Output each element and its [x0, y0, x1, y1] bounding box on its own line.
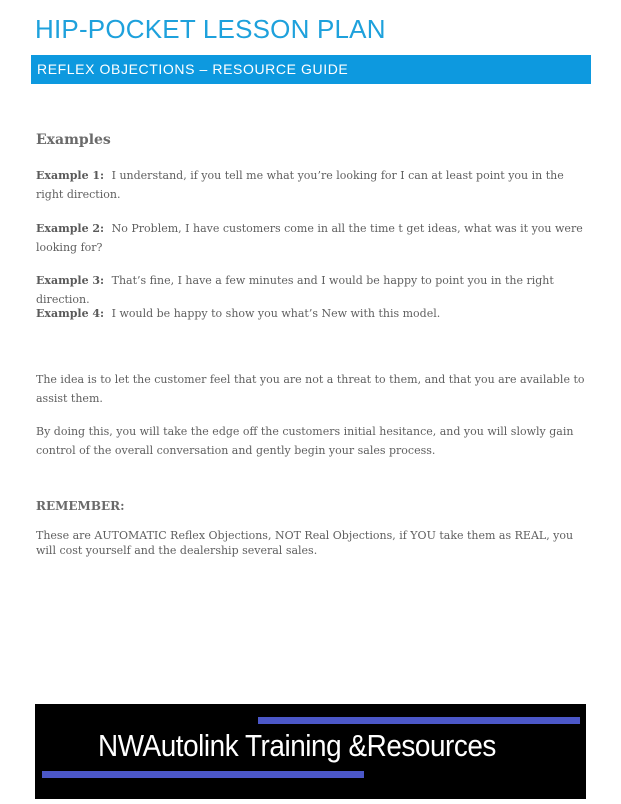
logo-stripe-top [258, 717, 580, 724]
example-label: Example 4: [36, 307, 105, 320]
example-text: That’s fine, I have a few minutes and I would be happy to point you in the right direction. [36, 274, 554, 306]
example-text: I understand, if you tell me what you’re looking for I can at least point you in the right direction. [36, 169, 564, 201]
example-label: Example 1: [36, 169, 105, 182]
company-logo-text: NWAutolink Training &Resources [98, 728, 496, 763]
remember-text: These are AUTOMATIC Reflex Objections, NOT Real Objections, if YOU take them as REAL, you will cost yourself and the dealership several sales. [36, 529, 574, 557]
body-paragraph-1: The idea is to let the customer feel that you are not a threat to them, and that you are available to assist them. [36, 373, 585, 405]
example-item [36, 304, 588, 323]
example-label: Example 3: [36, 274, 105, 287]
example-item [36, 166, 588, 204]
section-banner [31, 55, 591, 84]
footer-logo-banner [35, 704, 586, 799]
remember-heading: REMEMBER: [36, 499, 125, 513]
example-label: Example 2: [36, 222, 105, 235]
page-title: HIP-POCKET LESSON PLAN [35, 14, 386, 44]
example-text: I would be happy to show you what’s New with this model. [111, 307, 441, 320]
example-text: No Problem, I have customers come in all the time t get ideas, what was it you were looking for? [36, 222, 583, 254]
logo-stripe-bottom [42, 771, 364, 778]
body-paragraph-2: By doing this, you will take the edge off the customers initial hesitance, and you will slowly gain control of the overall conversation and gently begin your sales process. [36, 425, 574, 457]
banner-label: REFLEX OBJECTIONS – RESOURCE GUIDE [37, 61, 349, 77]
examples-heading: Examples [36, 132, 111, 148]
example-item [36, 219, 588, 257]
